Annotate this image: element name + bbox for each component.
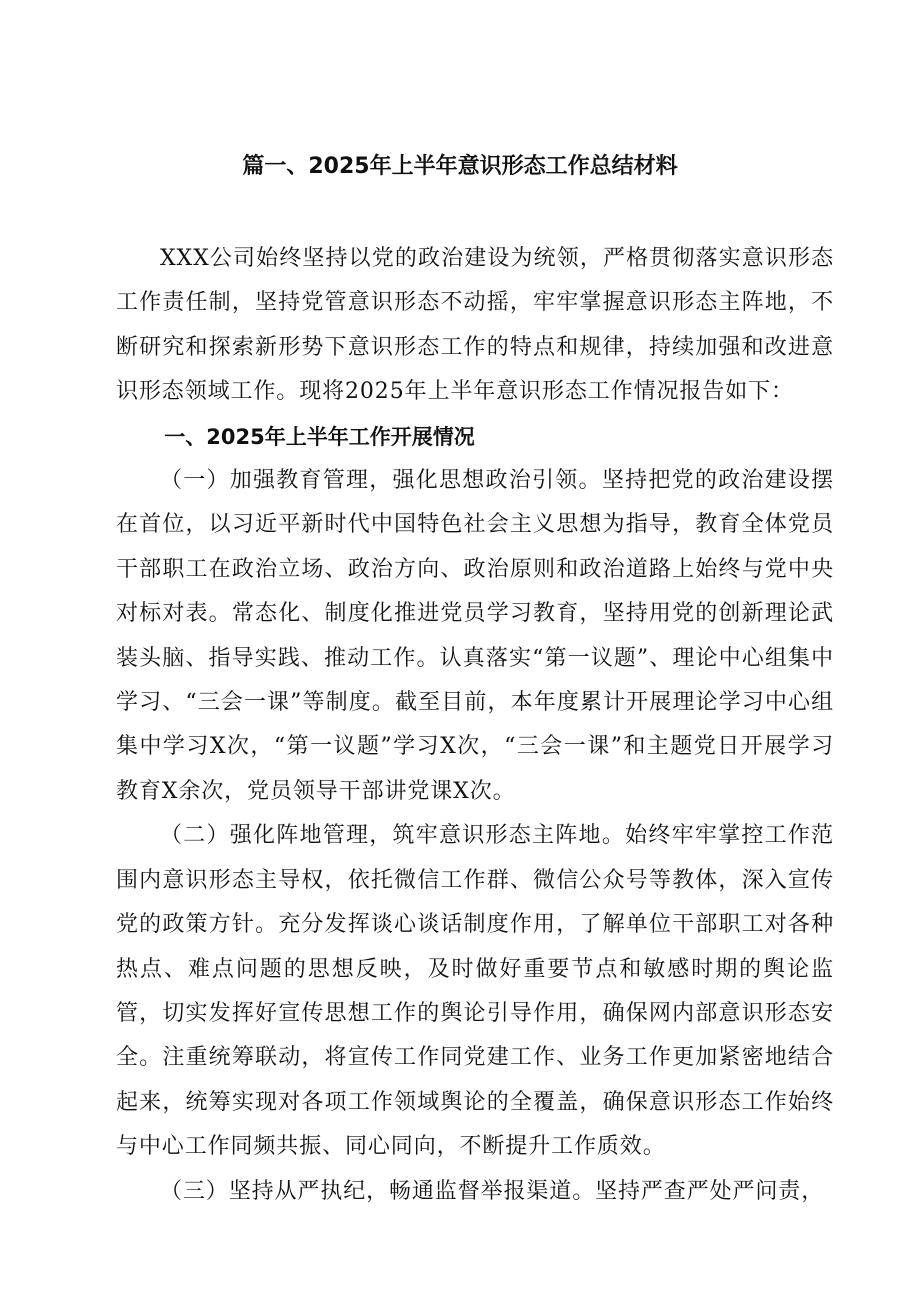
- paragraph-education: （一）加强教育管理，强化思想政治引领。坚持把党的政治建设摆在首位，以习近平新时代中国特色社会主义思想为指导，教育全体党员干部职工在政治立场、政治方向、政治原则和政治道路上始终与党中央对标对表。常态化、制度化推进党员学习教育，坚持用党的创新理论武装头脑、指导实践、推动工作。认真落实“第一议题”、理论中心组集中学习、“三会一课”等制度。截至目前，本年度累计开展理论学习中心组集中学习X次，“第一议题”学习X次，“三会一课”和主题党日开展学习教育X余次，党员领导干部讲党课X次。: [116, 468, 834, 804]
- document-title: 篇一、2025年上半年意识形态工作总结材料: [242, 154, 678, 179]
- document-body: [116, 237, 834, 1214]
- intro-paragraph: XXX公司始终坚持以党的政治建设为统领，严格贯彻落实意识形态工作责任制，坚持党管意识形态不动摇，牢牢掌握意识形态主阵地，不断研究和探索新形势下意识形态工作的特点和规律，持续加强和改进意识形态领域工作。现将2025年上半年意识形态工作情况报告如下：: [116, 246, 834, 405]
- paragraph-discipline: （三）坚持从严执纪，畅通监督举报渠道。坚持严查严处严问责，: [160, 1178, 825, 1204]
- paragraph-position: （二）强化阵地管理，筑牢意识形态主阵地。始终牢牢掌控工作范围内意识形态主导权，依托微信工作群、微信公众号等教体，深入宣传党的政策方针。充分发挥谈心谈话制度作用，了解单位干部职工对各种热点、难点问题的思想反映，及时做好重要节点和敏感时期的舆论监管，切实发挥好宣传思想工作的舆论引导作用，确保网内部意识形态安全。注重统筹联动，将宣传工作同党建工作、业务工作更加紧密地结合起来，统筹实现对各项工作领域舆论的全覆盖，确保意识形态工作始终与中心工作同频共振、同心同向，不断提升工作质效。: [116, 823, 834, 1160]
- section-heading-1: 一、2025年上半年工作开展情况: [164, 424, 475, 449]
